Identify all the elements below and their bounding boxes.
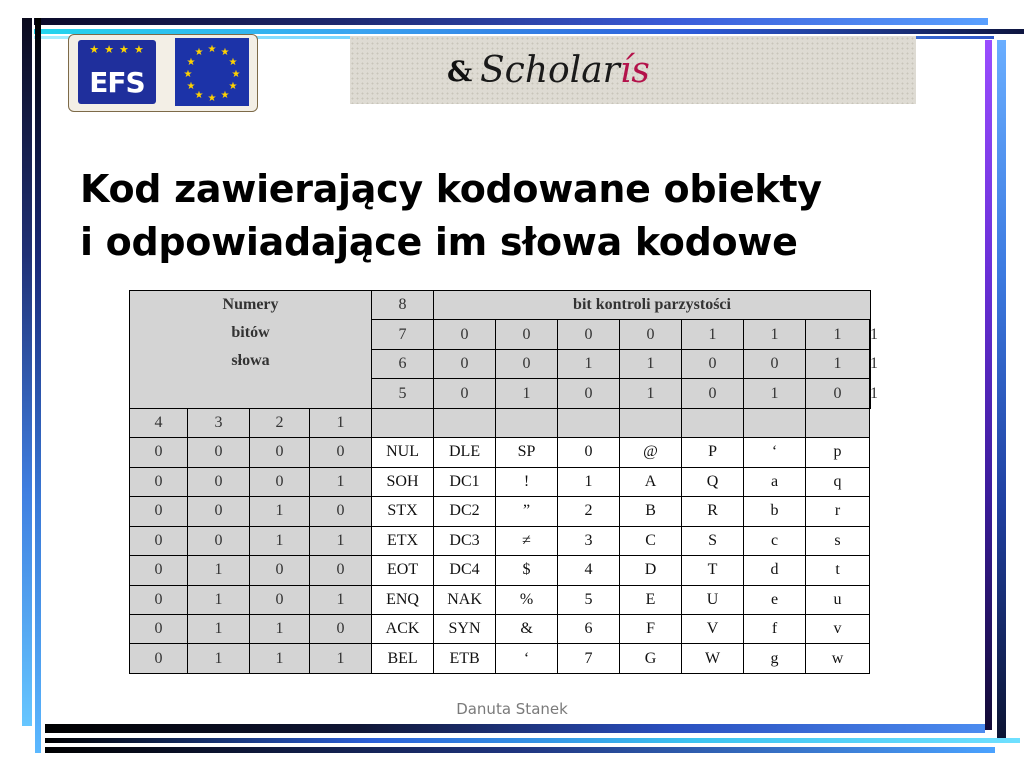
bit-numbers-label-2: bitów <box>231 324 270 341</box>
svg-text:★: ★ <box>228 81 238 92</box>
code-char-cell: 1 <box>558 467 620 496</box>
row-bit-cell: 0 <box>250 467 310 496</box>
slide-title-line-1: Kod zawierający kodowane obiekty <box>80 167 822 211</box>
svg-text:★: ★ <box>220 47 230 58</box>
row-bit-cell: 1 <box>310 467 372 496</box>
table-row <box>130 497 871 526</box>
scholaris-logo-text: Scholarís <box>480 50 650 91</box>
bit-number-cell: 6 <box>372 349 434 378</box>
code-char-cell: ! <box>496 467 558 496</box>
code-char-cell: r <box>806 497 870 526</box>
table-row <box>130 438 871 467</box>
bit-value-cell: 0 <box>744 349 806 378</box>
code-char-cell: G <box>620 644 682 674</box>
row-bit-cell: 1 <box>188 585 250 614</box>
bit-value-cell: 0 <box>496 349 558 378</box>
bit-value-cell: 0 <box>434 349 496 378</box>
code-char-cell: BEL <box>372 644 434 674</box>
frame-left-bar <box>22 18 32 726</box>
bit-numbers-label-1: Numery <box>222 296 279 313</box>
bit-value-cell: 0 <box>682 349 744 378</box>
row-bit-cell: 0 <box>130 644 188 674</box>
code-char-cell: EOT <box>372 556 434 585</box>
code-char-cell: % <box>496 585 558 614</box>
row-bit-cell: 1 <box>250 644 310 674</box>
row-bit-cell: 1 <box>310 585 372 614</box>
table-row <box>130 585 871 614</box>
svg-text:★: ★ <box>231 69 241 80</box>
svg-text:★: ★ <box>228 57 238 68</box>
code-char-cell: ETX <box>372 526 434 555</box>
code-char-cell: ENQ <box>372 585 434 614</box>
row-bit-cell: 0 <box>250 556 310 585</box>
code-char-cell: 2 <box>558 497 620 526</box>
code-char-cell: t <box>806 556 870 585</box>
empty-header-cell <box>682 408 744 437</box>
row-bit-cell: 0 <box>130 556 188 585</box>
svg-text:★: ★ <box>186 57 196 68</box>
parity-bit-header: bit kontroli parzystości <box>434 291 871 320</box>
code-char-cell: u <box>806 585 870 614</box>
row-bit-cell: 0 <box>250 585 310 614</box>
code-char-cell: SP <box>496 438 558 467</box>
efs-stars: ★ ★ ★ ★ <box>89 44 145 56</box>
table-row <box>130 467 871 496</box>
empty-header-cell <box>558 408 620 437</box>
svg-text:★: ★ <box>186 81 196 92</box>
ascii-code-table <box>129 290 879 674</box>
svg-text:★: ★ <box>183 69 193 80</box>
row-bit-cell: 1 <box>310 644 372 674</box>
table-row <box>130 526 871 555</box>
code-char-cell: DC1 <box>434 467 496 496</box>
low-bit-header-cell: 2 <box>250 408 310 437</box>
code-char-cell: Q <box>682 467 744 496</box>
code-char-cell: g <box>744 644 806 674</box>
row-bit-cell: 0 <box>130 467 188 496</box>
code-char-cell: SYN <box>434 614 496 643</box>
code-char-cell: DC4 <box>434 556 496 585</box>
code-char-cell: R <box>682 497 744 526</box>
bit-value-cell: 1 <box>870 355 879 373</box>
code-char-cell: ” <box>496 497 558 526</box>
bit-numbers-label-3: słowa <box>231 352 270 369</box>
code-char-cell: NUL <box>372 438 434 467</box>
bit-value-cell: 0 <box>434 379 496 408</box>
row-bit-cell: 0 <box>130 526 188 555</box>
table-row <box>130 644 871 674</box>
code-char-cell: $ <box>496 556 558 585</box>
code-char-cell: T <box>682 556 744 585</box>
code-char-cell: U <box>682 585 744 614</box>
code-char-cell: ≠ <box>496 526 558 555</box>
code-char-cell: E <box>620 585 682 614</box>
bit-value-cell: 1 <box>870 384 879 402</box>
bit-value-cell: 1 <box>744 379 806 408</box>
row-bit-cell: 0 <box>250 438 310 467</box>
eu-flag-icon <box>175 38 249 106</box>
code-char-cell: @ <box>620 438 682 467</box>
bit-value-cell: 1 <box>558 349 620 378</box>
code-char-cell: w <box>806 644 870 674</box>
slide-title-line-2: i odpowiadające im słowa kodowe <box>80 220 798 264</box>
code-char-cell: ACK <box>372 614 434 643</box>
svg-text:★: ★ <box>207 93 217 104</box>
bit-value-cell: 0 <box>806 379 870 408</box>
code-char-cell: W <box>682 644 744 674</box>
slide-title <box>80 163 960 269</box>
frame-left-accent-bar <box>35 18 41 753</box>
code-char-cell: & <box>496 614 558 643</box>
code-char-cell: a <box>744 467 806 496</box>
efs-logo-text: EFS <box>89 66 145 99</box>
bit-value-cell: 0 <box>558 320 620 349</box>
empty-header-cell <box>806 408 870 437</box>
code-char-cell: SOH <box>372 467 434 496</box>
code-char-cell: f <box>744 614 806 643</box>
bit-value-cell: 0 <box>682 379 744 408</box>
scholaris-mark-icon: & <box>447 55 473 88</box>
empty-header-cell <box>372 408 434 437</box>
empty-header-cell <box>496 408 558 437</box>
code-char-cell: d <box>744 556 806 585</box>
code-char-cell: 3 <box>558 526 620 555</box>
bit-value-cell: 0 <box>620 320 682 349</box>
row-bit-cell: 0 <box>310 614 372 643</box>
row-bit-cell: 1 <box>188 556 250 585</box>
row-bit-cell: 0 <box>188 526 250 555</box>
code-char-cell: F <box>620 614 682 643</box>
bit-value-cell: 1 <box>620 349 682 378</box>
row-bit-cell: 0 <box>188 438 250 467</box>
bit-numbers-header <box>130 291 372 409</box>
svg-text:★: ★ <box>220 90 230 101</box>
bit-value-cell: 0 <box>496 320 558 349</box>
code-char-cell: DC2 <box>434 497 496 526</box>
code-char-cell: D <box>620 556 682 585</box>
code-char-cell: ‘ <box>744 438 806 467</box>
code-char-cell: ETB <box>434 644 496 674</box>
code-char-cell: e <box>744 585 806 614</box>
code-char-cell: DLE <box>434 438 496 467</box>
empty-header-cell <box>620 408 682 437</box>
code-char-cell: P <box>682 438 744 467</box>
code-char-cell: V <box>682 614 744 643</box>
frame-right-accent-bar <box>997 40 1006 740</box>
row-bit-cell: 1 <box>310 526 372 555</box>
bit-value-cell: 0 <box>434 320 496 349</box>
row-bit-cell: 0 <box>188 467 250 496</box>
low-bit-header-cell: 4 <box>130 408 188 437</box>
svg-text:★: ★ <box>194 90 204 101</box>
frame-bottom-thin-bar <box>45 747 995 753</box>
bit-8-label: 8 <box>372 291 434 320</box>
bit-number-cell: 7 <box>372 320 434 349</box>
code-char-cell: s <box>806 526 870 555</box>
code-char-cell: NAK <box>434 585 496 614</box>
code-char-cell: b <box>744 497 806 526</box>
row-bit-cell: 0 <box>188 497 250 526</box>
code-char-cell: S <box>682 526 744 555</box>
low-bit-header-cell: 1 <box>310 408 372 437</box>
code-char-cell: C <box>620 526 682 555</box>
footer-author: Danuta Stanek <box>456 700 568 718</box>
code-char-cell: DC3 <box>434 526 496 555</box>
code-char-cell: STX <box>372 497 434 526</box>
bit-value-cell: 1 <box>744 320 806 349</box>
empty-header-cell <box>434 408 496 437</box>
row-bit-cell: 0 <box>310 556 372 585</box>
row-bit-cell: 0 <box>310 438 372 467</box>
code-char-cell: 7 <box>558 644 620 674</box>
table-row <box>130 556 871 585</box>
low-bit-header-row <box>130 408 871 437</box>
row-bit-cell: 0 <box>130 585 188 614</box>
code-char-cell: B <box>620 497 682 526</box>
row-bit-cell: 0 <box>130 438 188 467</box>
row-bit-cell: 0 <box>310 497 372 526</box>
low-bit-header-cell: 3 <box>188 408 250 437</box>
row-bit-cell: 1 <box>250 497 310 526</box>
code-char-cell: c <box>744 526 806 555</box>
frame-bottom-bar <box>45 724 985 733</box>
bit-value-cell: 1 <box>870 325 879 343</box>
bit-value-cell: 1 <box>806 349 870 378</box>
code-char-cell: 6 <box>558 614 620 643</box>
bit-value-cell: 0 <box>558 379 620 408</box>
svg-text:★: ★ <box>194 47 204 58</box>
row-bit-cell: 1 <box>250 526 310 555</box>
bit-value-cell: 1 <box>806 320 870 349</box>
svg-text:★: ★ <box>207 44 217 55</box>
efs-logo <box>78 40 156 104</box>
bit-number-cell: 5 <box>372 379 434 408</box>
row-bit-cell: 0 <box>130 614 188 643</box>
code-char-cell: q <box>806 467 870 496</box>
bit-value-cell: 1 <box>496 379 558 408</box>
bit-value-cell: 1 <box>620 379 682 408</box>
code-char-cell: 0 <box>558 438 620 467</box>
row-bit-cell: 1 <box>188 614 250 643</box>
efs-eu-logo <box>68 34 258 112</box>
frame-bottom-accent-bar <box>45 738 1020 743</box>
row-bit-cell: 1 <box>188 644 250 674</box>
code-char-cell: 4 <box>558 556 620 585</box>
code-char-cell: A <box>620 467 682 496</box>
frame-right-bar <box>985 40 992 730</box>
scholaris-logo <box>350 36 916 104</box>
row-bit-cell: 1 <box>250 614 310 643</box>
empty-header-cell <box>744 408 806 437</box>
code-char-cell: v <box>806 614 870 643</box>
code-char-cell: p <box>806 438 870 467</box>
code-char-cell: ‘ <box>496 644 558 674</box>
table-row <box>130 614 871 643</box>
bit-value-cell: 1 <box>682 320 744 349</box>
code-char-cell: 5 <box>558 585 620 614</box>
frame-top-bar <box>34 18 988 25</box>
row-bit-cell: 0 <box>130 497 188 526</box>
